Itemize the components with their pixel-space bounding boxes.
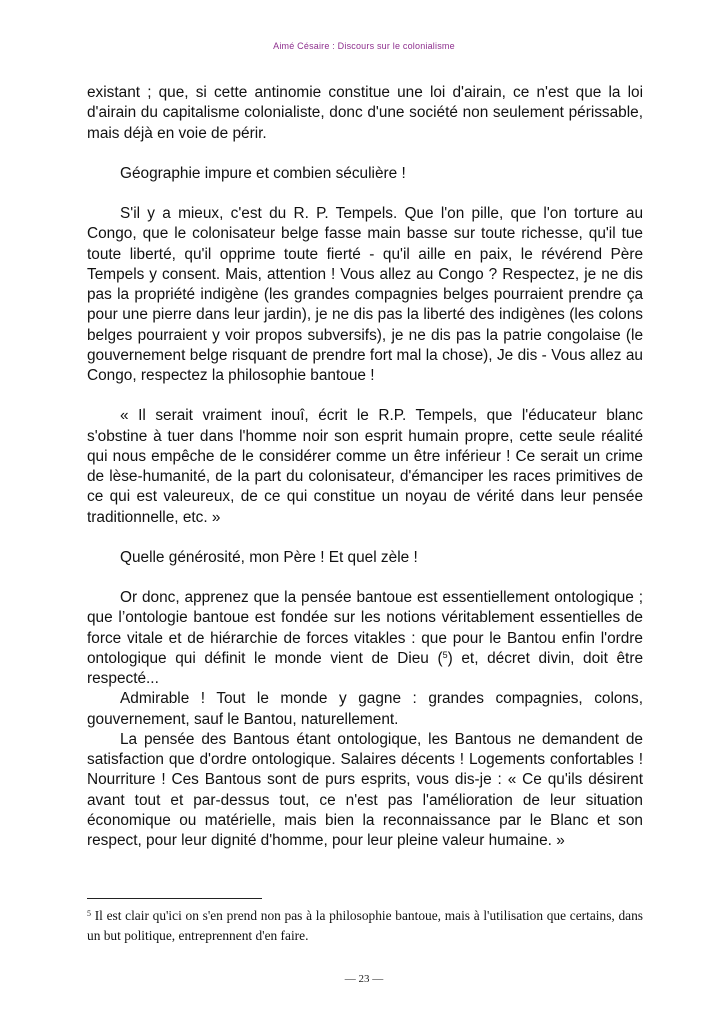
paragraph-pensee-bantous: La pensée des Bantous étant ontologique, les Bantous ne demandent de satisfaction que d'ordre ontologique. Salaires décents ! Logements confortables ! Nourriture ! Ces Bantous sont de purs esprits, vous dis-je : « Ce qu'ils désirent avant tout et par-dessus tout, ce n'est pas l'amélioration de leur situation économique ou matérielle, mais bien la reconnaissance par le Blanc et son respect, pour leur dignité d'homme, pour leur pleine valeur humaine. » [87, 730, 643, 849]
paragraph-ontologie-text-end: ) et, décret divin, doit être respecté... [87, 649, 643, 687]
running-header: Aimé Césaire : Discours sur le colonialisme [273, 41, 455, 51]
body-text [87, 83, 643, 851]
footnote [87, 906, 643, 946]
paragraph-ontologie [87, 588, 643, 689]
footnote-rule [87, 898, 262, 899]
paragraph-quotation: « Il serait vraiment inouî, écrit le R.P. Tempels, que l'éducateur blanc s'obstine à tuer dans l'homme noir son esprit humain propre, cette seule réalité qui nous empêche de le considérer comme un être inférieur ! Ce serait un crime de lèse-humanité, de la part du colonisateur, d'émanciper les races primitives de ce qui est valeureux, de ce qui constitue un noyau de vérité dans leur pensée traditionnelle, etc. » [87, 407, 643, 526]
footnote-number: 5 [87, 909, 91, 918]
paragraph-tempels: S'il y a mieux, c'est du R. P. Tempels. Que l'on pille, que l'on torture au Congo, que le colonisateur belge fasse main basse sur toute richesse, qu'il tue toute liberté, qu'il opprime toute fierté - qu'il aille en paix, le révérend Père Tempels y consent. Mais, attention ! Vous allez au Congo ? Respectez, je ne dis pas la propriété indigène (les grandes compagnies belges pourraient prendre ça pour une pierre dans leur jardin), je ne dis pas la liberté des indigènes (les colons belges pourraient y voir propos subversifs), je ne dis pas la patrie congolaise (le gouvernement belge risquant de prendre fort mal la chose), Je dis - Vous allez au Congo, respectez la philosophie bantoue ! [87, 205, 643, 384]
paragraph-geographie: Géographie impure et combien séculière ! [120, 164, 406, 182]
paragraph-admirable: Admirable ! Tout le monde y gagne : grandes compagnies, colons, gouvernement, sauf le Bantou, naturellement. [87, 690, 643, 728]
footnote-text: Il est clair qu'ici on s'en prend non pas à la philosophie bantoue, mais à l'utilisation que certains, dans un but politique, entreprennent d'en faire. [87, 908, 643, 943]
paragraph-generosite: Quelle générosité, mon Père ! Et quel zèle ! [120, 548, 418, 566]
paragraph-continuation: existant ; que, si cette antinomie constitue une loi d'airain, ce n'est que la loi d'airain du capitalisme colonialiste, donc d'une société non seulement périssable, mais déjà en voie de périr. [87, 84, 643, 142]
page-number: — 23 — [344, 973, 384, 985]
footnote-reference: 5 [442, 649, 448, 660]
paragraph-ontologie-text: Or donc, apprenez que la pensée bantoue est essentiellement ontologique ; que l’ontologie bantoue est fondée sur les notions véritablement essentielles de force vitale et de hiérarchie de forces vitakles : que pour le Bantou enfin l'ordre ontologique qui définit le monde vient de Dieu ( [87, 589, 643, 667]
